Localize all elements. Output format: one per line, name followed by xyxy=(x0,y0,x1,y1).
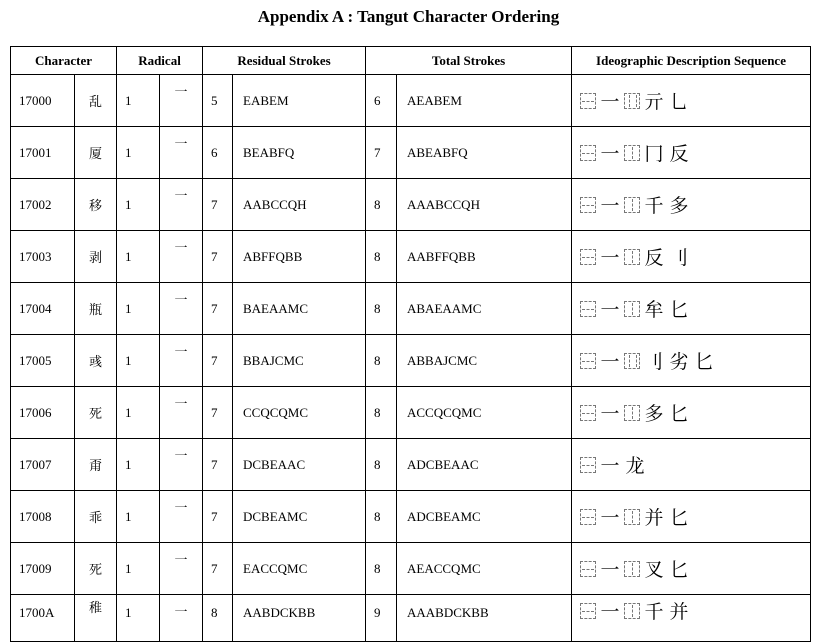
radical-glyph: 一 xyxy=(160,231,203,283)
ids-component: 并 xyxy=(644,507,664,529)
ids-operator-lr-icon xyxy=(624,603,640,619)
radical-glyph: 一 xyxy=(160,543,203,595)
tangut-glyph: 厦 xyxy=(75,127,117,179)
ids-operator-lr-icon xyxy=(624,509,640,525)
ids-component: 一 xyxy=(600,559,620,581)
radical-number: 1 xyxy=(117,231,160,283)
residual-stroke-sequence: BBAJCMC xyxy=(233,335,366,387)
radical-glyph: 一 xyxy=(160,335,203,387)
ids-operator-ud-icon xyxy=(580,93,596,109)
character-code: 17009 xyxy=(11,543,75,595)
character-code: 17007 xyxy=(11,439,75,491)
table-row xyxy=(11,283,811,335)
character-code: 1700A xyxy=(11,595,75,642)
ids-component: 牟 xyxy=(644,299,664,321)
radical-number: 1 xyxy=(117,283,160,335)
residual-stroke-count: 7 xyxy=(203,283,233,335)
residual-stroke-count: 7 xyxy=(203,491,233,543)
ids-operator-ud-icon xyxy=(580,145,596,161)
character-code: 17002 xyxy=(11,179,75,231)
ids-operator-ud-icon xyxy=(580,405,596,421)
residual-stroke-sequence: EACCQMC xyxy=(233,543,366,595)
total-stroke-count: 8 xyxy=(366,439,397,491)
table-row xyxy=(11,75,811,127)
radical-number: 1 xyxy=(117,335,160,387)
ids-component: 一 xyxy=(600,351,620,373)
character-ordering-table xyxy=(10,46,811,642)
character-code: 17004 xyxy=(11,283,75,335)
radical-glyph: 一 xyxy=(160,179,203,231)
ids-cell xyxy=(572,595,811,642)
ids-component: 一 xyxy=(600,143,620,165)
ids-component: 匕 xyxy=(669,299,689,321)
radical-number: 1 xyxy=(117,595,160,642)
radical-number: 1 xyxy=(117,439,160,491)
total-stroke-sequence: AEABEM xyxy=(397,75,572,127)
ids-component: 匕 xyxy=(669,507,689,529)
ids-component: 一 xyxy=(600,299,620,321)
tangut-glyph: 乖 xyxy=(75,491,117,543)
ids-cell xyxy=(572,231,811,283)
ids-component: 反 xyxy=(669,143,689,165)
ids-component: 匕 xyxy=(669,559,689,581)
header-row xyxy=(11,47,811,75)
tangut-glyph: 死 xyxy=(75,387,117,439)
total-stroke-count: 8 xyxy=(366,231,397,283)
ids-component: 一 xyxy=(600,403,620,425)
tangut-glyph: 彧 xyxy=(75,335,117,387)
ids-operator-ud-icon xyxy=(580,301,596,317)
ids-component: 反 xyxy=(644,247,664,269)
total-stroke-sequence: ADCBEAAC xyxy=(397,439,572,491)
residual-stroke-sequence: DCBEAAC xyxy=(233,439,366,491)
ids-component: 一 xyxy=(600,91,620,113)
ids-component: 并 xyxy=(669,601,689,623)
ids-component: 千 xyxy=(644,601,664,623)
total-stroke-sequence: ADCBEAMC xyxy=(397,491,572,543)
header-ids: Ideographic Description Sequence xyxy=(572,47,811,75)
total-stroke-sequence: ABAEAAMC xyxy=(397,283,572,335)
ids-operator-ud-icon xyxy=(580,509,596,525)
character-code: 17000 xyxy=(11,75,75,127)
residual-stroke-count: 7 xyxy=(203,335,233,387)
table-row xyxy=(11,387,811,439)
ids-component: 刂 xyxy=(644,351,664,373)
ids-operator-lr-icon xyxy=(624,197,640,213)
table-row xyxy=(11,231,811,283)
ids-operator-ud-icon xyxy=(580,457,596,473)
total-stroke-count: 8 xyxy=(366,335,397,387)
ids-cell xyxy=(572,543,811,595)
radical-number: 1 xyxy=(117,491,160,543)
tangut-glyph: 甭 xyxy=(75,439,117,491)
total-stroke-count: 8 xyxy=(366,387,397,439)
ids-cell xyxy=(572,179,811,231)
ids-component: 一 xyxy=(600,195,620,217)
tangut-glyph: 移 xyxy=(75,179,117,231)
table-row xyxy=(11,439,811,491)
residual-stroke-count: 7 xyxy=(203,387,233,439)
ids-component: 多 xyxy=(669,195,689,217)
residual-stroke-count: 6 xyxy=(203,127,233,179)
header-residual-strokes: Residual Strokes xyxy=(203,47,366,75)
ids-cell xyxy=(572,335,811,387)
radical-glyph: 一 xyxy=(160,491,203,543)
page-title: Appendix A : Tangut Character Ordering xyxy=(257,7,560,26)
table-row xyxy=(11,127,811,179)
header-radical: Radical xyxy=(117,47,203,75)
radical-glyph: 一 xyxy=(160,75,203,127)
residual-stroke-count: 5 xyxy=(203,75,233,127)
residual-stroke-sequence: BAEAAMC xyxy=(233,283,366,335)
ids-component: 龙 xyxy=(625,455,645,477)
radical-glyph: 一 xyxy=(160,595,203,642)
total-stroke-sequence: ABEABFQ xyxy=(397,127,572,179)
table-row xyxy=(11,179,811,231)
residual-stroke-count: 7 xyxy=(203,439,233,491)
residual-stroke-count: 7 xyxy=(203,179,233,231)
total-stroke-count: 8 xyxy=(366,179,397,231)
header-total-strokes: Total Strokes xyxy=(366,47,572,75)
radical-number: 1 xyxy=(117,127,160,179)
ids-operator-lmr-icon xyxy=(624,93,640,109)
character-code: 17001 xyxy=(11,127,75,179)
residual-stroke-sequence: ABFFQBB xyxy=(233,231,366,283)
ids-component: 乚 xyxy=(669,91,689,113)
ids-component: 冂 xyxy=(644,143,664,165)
residual-stroke-count: 7 xyxy=(203,231,233,283)
tangut-glyph: 乱 xyxy=(75,75,117,127)
ids-component: 刂 xyxy=(669,247,689,269)
total-stroke-count: 7 xyxy=(366,127,397,179)
ids-operator-lr-icon xyxy=(624,405,640,421)
ids-operator-lr-icon xyxy=(624,561,640,577)
radical-glyph: 一 xyxy=(160,439,203,491)
residual-stroke-sequence: CCQCQMC xyxy=(233,387,366,439)
ids-component: 一 xyxy=(600,455,620,477)
ids-component: 一 xyxy=(600,601,620,623)
total-stroke-count: 9 xyxy=(366,595,397,642)
ids-cell xyxy=(572,75,811,127)
radical-number: 1 xyxy=(117,387,160,439)
character-code: 17008 xyxy=(11,491,75,543)
ids-operator-ud-icon xyxy=(580,603,596,619)
radical-glyph: 一 xyxy=(160,387,203,439)
ids-operator-lr-icon xyxy=(624,145,640,161)
character-code: 17006 xyxy=(11,387,75,439)
character-code: 17005 xyxy=(11,335,75,387)
table-row xyxy=(11,491,811,543)
ids-cell xyxy=(572,491,811,543)
residual-stroke-sequence: AABDCKBB xyxy=(233,595,366,642)
ids-component: 匕 xyxy=(669,403,689,425)
table-row xyxy=(11,543,811,595)
residual-stroke-sequence: EABEM xyxy=(233,75,366,127)
residual-stroke-count: 8 xyxy=(203,595,233,642)
total-stroke-sequence: AABFFQBB xyxy=(397,231,572,283)
ids-component: 叉 xyxy=(644,559,664,581)
total-stroke-sequence: ACCQCQMC xyxy=(397,387,572,439)
tangut-glyph: 瓶 xyxy=(75,283,117,335)
total-stroke-count: 8 xyxy=(366,543,397,595)
ids-operator-lr-icon xyxy=(624,301,640,317)
ids-cell xyxy=(572,127,811,179)
ids-component: 劣 xyxy=(669,351,689,373)
header-character: Character xyxy=(11,47,117,75)
total-stroke-count: 8 xyxy=(366,283,397,335)
ids-component: 多 xyxy=(644,403,664,425)
tangut-glyph: 稚 xyxy=(75,595,117,642)
ids-cell xyxy=(572,387,811,439)
residual-stroke-sequence: DCBEAMC xyxy=(233,491,366,543)
ids-operator-lr-icon xyxy=(624,249,640,265)
ids-cell xyxy=(572,439,811,491)
ids-component: 亓 xyxy=(644,91,664,113)
residual-stroke-sequence: AABCCQH xyxy=(233,179,366,231)
residual-stroke-count: 7 xyxy=(203,543,233,595)
ids-operator-ud-icon xyxy=(580,561,596,577)
total-stroke-sequence: ABBAJCMC xyxy=(397,335,572,387)
total-stroke-sequence: AAABCCQH xyxy=(397,179,572,231)
radical-number: 1 xyxy=(117,75,160,127)
table-row xyxy=(11,595,811,642)
residual-stroke-sequence: BEABFQ xyxy=(233,127,366,179)
ids-operator-ud-icon xyxy=(580,249,596,265)
ids-component: 一 xyxy=(600,247,620,269)
radical-glyph: 一 xyxy=(160,283,203,335)
ids-component: 千 xyxy=(644,195,664,217)
ids-operator-lmr-icon xyxy=(624,353,640,369)
total-stroke-count: 8 xyxy=(366,491,397,543)
ids-component: 一 xyxy=(600,507,620,529)
total-stroke-count: 6 xyxy=(366,75,397,127)
character-code: 17003 xyxy=(11,231,75,283)
radical-number: 1 xyxy=(117,179,160,231)
tangut-glyph: 剥 xyxy=(75,231,117,283)
total-stroke-sequence: AEACCQMC xyxy=(397,543,572,595)
ids-cell xyxy=(572,283,811,335)
total-stroke-sequence: AAABDCKBB xyxy=(397,595,572,642)
ids-component: 匕 xyxy=(694,351,714,373)
radical-glyph: 一 xyxy=(160,127,203,179)
ids-operator-ud-icon xyxy=(580,197,596,213)
table-row xyxy=(11,335,811,387)
radical-number: 1 xyxy=(117,543,160,595)
tangut-glyph: 死 xyxy=(75,543,117,595)
ids-operator-ud-icon xyxy=(580,353,596,369)
